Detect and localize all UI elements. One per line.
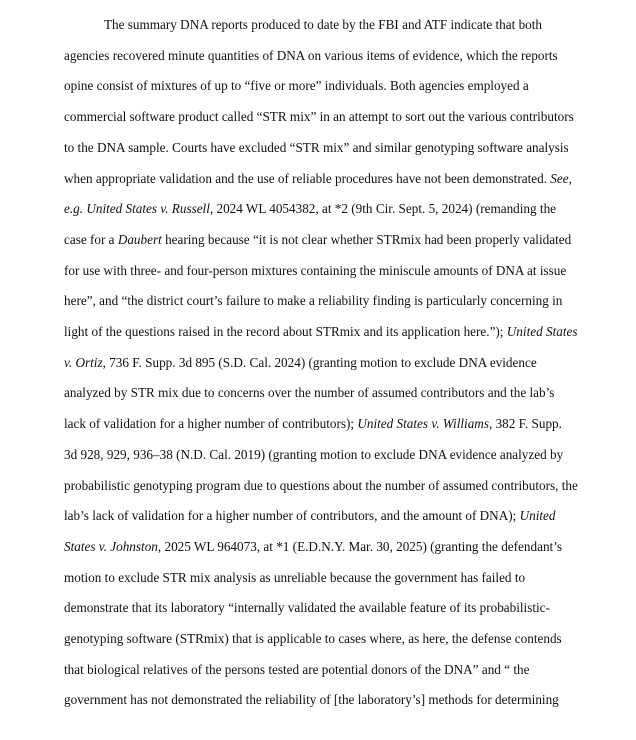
line-text: genotyping software (STRmix) that is applicable to cases where, as here, the defense contends (64, 631, 562, 646)
line-text: The summary DNA reports produced to date by the FBI and ATF indicate that both (104, 17, 543, 32)
text-line (64, 631, 562, 647)
line-text: here”, and “the district court’s failure to make a reliability finding is particularly concerning in (64, 293, 563, 309)
line-text: hearing because “it is not clear whether STRmix had been properly validated (161, 231, 572, 247)
text-line (64, 570, 525, 586)
text-line (64, 539, 562, 555)
text-line (64, 293, 562, 309)
line-text: government has not demonstrated the reliability of [the laboratory’s] methods for determining (64, 692, 559, 708)
text-line (64, 324, 577, 340)
text-line (64, 508, 556, 524)
text-line (64, 78, 529, 94)
text-line (64, 48, 558, 64)
text-line (64, 355, 537, 371)
line-text: lab’s lack of validation for a higher number of contributors, and the amount of DNA); (64, 508, 520, 524)
line-text: that biological relatives of the persons tested are potential donors of the DNA” and “ the (64, 661, 530, 677)
line-text: analyzed by STR mix due to concerns over the number of assumed contributors and the lab’s (64, 385, 555, 401)
line-text: when appropriate validation and the use of reliable procedures have not been demonstrated. (64, 170, 551, 186)
line-text: demonstrate that its laboratory “internally validated the available feature of its probabilistic- (64, 600, 550, 616)
text-line (64, 416, 562, 432)
italic-citation-text: See, (550, 170, 572, 186)
italic-citation-text: States v. Johnston (64, 538, 158, 554)
text-line (64, 171, 572, 187)
text-line (64, 140, 569, 156)
line-text: , 2025 WL 964073, at *1 (E.D.N.Y. Mar. 30, 2025) (granting the defendant’s (157, 538, 562, 554)
text-line (64, 232, 571, 248)
line-text: for use with three- and four-person mixtures containing the miniscule amounts of DNA at issue (64, 262, 567, 278)
text-line (64, 692, 559, 708)
line-text: 2024 WL 4054382, at *2 (9th Cir. Sept. 5, 2024) (remanding the (213, 201, 557, 217)
italic-citation-text: United States v. Williams (357, 416, 489, 432)
text-line (64, 600, 550, 616)
line-text: agencies recovered minute quantities of DNA on various items of evidence, which the reports (64, 47, 558, 63)
text-line (64, 662, 529, 678)
text-line (64, 478, 578, 494)
text-line (64, 447, 563, 463)
line-text: to the DNA sample. Courts have excluded “STR mix” and similar genotyping software analysis (64, 139, 569, 155)
line-text: 3d 928, 929, 936–38 (N.D. Cal. 2019) (granting motion to exclude DNA evidence analyzed by (64, 446, 564, 462)
text-line (64, 263, 566, 279)
italic-citation-text: United (519, 508, 556, 524)
line-text: , 736 F. Supp. 3d 895 (S.D. Cal. 2024) (granting motion to exclude DNA evidence (102, 354, 537, 370)
italic-citation-text: e.g. United States v. Russell, (64, 201, 214, 217)
text-line (64, 201, 556, 217)
line-text: motion to exclude STR mix analysis as unreliable because the government has failed to (64, 569, 526, 585)
line-text: commercial software product called “STR mix” in an attempt to sort out the various contributors (64, 109, 574, 125)
italic-citation-text: v. Ortiz (64, 354, 103, 370)
text-line (104, 17, 542, 33)
line-text: opine consist of mixtures of up to “five or more” individuals. Both agencies employed a (64, 78, 529, 94)
line-text: probabilistic genotyping program due to questions about the number of assumed contributors, the (64, 477, 578, 493)
italic-citation-text: Daubert (117, 231, 162, 247)
text-line (64, 385, 554, 401)
line-text: light of the questions raised in the record about STRmix and its application here.”); (64, 324, 507, 339)
text-line (64, 109, 574, 125)
line-text: lack of validation for a higher number of contributors); (64, 416, 358, 432)
italic-citation-text: United States (506, 324, 578, 339)
line-text: case for a (64, 231, 118, 247)
line-text: , 382 F. Supp. (488, 416, 562, 432)
